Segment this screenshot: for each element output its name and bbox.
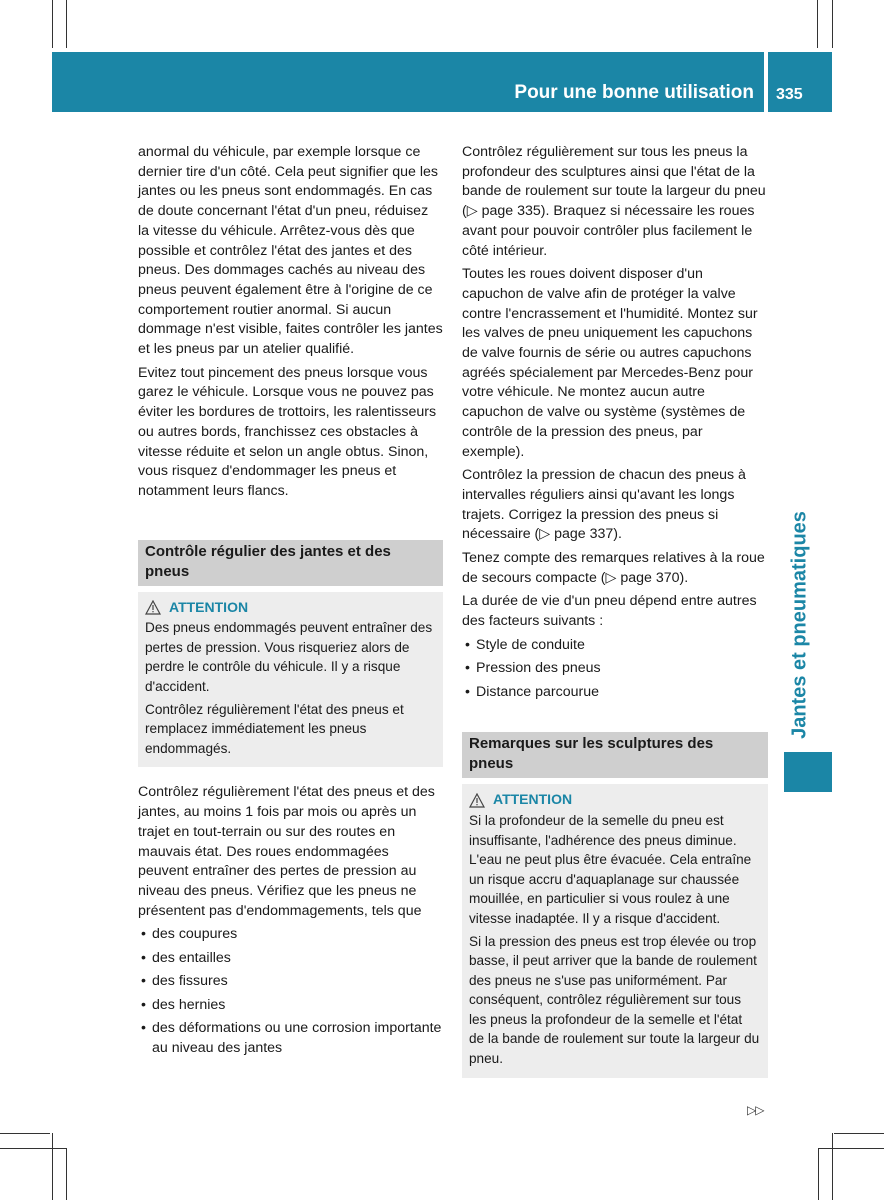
warning-box	[462, 784, 768, 1077]
list-item: • des entailles	[138, 949, 443, 969]
paragraph: anormal du véhicule, par exemple lorsque ce dernier tire d'un côté. Cela peut signifier que les jantes ou les pneus sont endommagés. En cas de doute concernant l'état d'un pneu, réduisez la vitesse du véhicule. Arrêtez-vous dès que possible et contrôlez l'état des jantes et des pneus. Des dommages cachés au niveau des pneus peuvent également être à l'origine de ce comportement routier anormal. Si aucun dommage n'est visible, faites contrôler les jantes et les pneus par un atelier qualifié.	[138, 144, 443, 358]
crop-mark	[818, 1148, 884, 1149]
page-number-box	[768, 52, 832, 112]
warning-title	[145, 598, 436, 618]
crop-mark	[817, 0, 818, 48]
crop-mark	[66, 0, 67, 48]
paragraph: Contrôlez la pression de chacun des pneus à intervalles réguliers ainsi qu'avant les longs trajets. Corrigez la pression des pneus si nécessaire (▷ page 337).	[462, 467, 746, 543]
warning-triangle-icon	[469, 793, 485, 808]
crop-mark	[66, 1148, 67, 1200]
paragraph: Evitez tout pincement des pneus lorsque vous garez le véhicule. Lorsque vous ne pouvez pas éviter les bordures de trottoirs, les ralentisseurs ou autres bords, franchissez ces obstacles à vitesse réduite et selon un angle obtus. Sinon, vous risquez d'endommager les pneus et notamment leurs flancs.	[138, 364, 437, 499]
paragraph: Toutes les roues doivent disposer d'un capuchon de valve afin de protéger la valve contre l'encrassement et l'humidité. Montez sur les valves de pneu uniquement les capuchons de valve fournis de série ou autres capuchons agréés spécialement par Mercedes-Benz pour votre véhicule. Ne montez aucun autre capuchon de valve ou système (systèmes de contrôle de la pression des pneus, par exemple).	[462, 266, 758, 460]
warning-title	[469, 790, 761, 810]
paragraph: Tenez compte des remarques relatives à la roue de secours compacte (▷ page 370).	[462, 550, 765, 586]
list-item: • Style de conduite	[462, 636, 768, 656]
crop-mark	[52, 0, 53, 48]
right-column	[462, 143, 768, 1078]
warning-triangle-icon	[145, 600, 161, 615]
side-tab-marker	[784, 752, 832, 792]
paragraph: Contrôlez régulièrement sur tous les pneus la profondeur des sculptures ainsi que l'état de la bande de roulement sur toute la largeur du pneu (▷ page 335). Braquez si nécessaire les roues avant pour pouvoir contrôler plus facilement le côté intérieur.	[462, 144, 766, 259]
crop-mark	[52, 1133, 53, 1200]
list-item: • Distance parcourue	[462, 683, 768, 703]
warning-box	[138, 592, 443, 768]
bullet-list	[138, 925, 443, 1058]
header-bar	[52, 52, 764, 112]
section-heading: Contrôle régulier des jantes et des pneus	[138, 540, 443, 586]
paragraph: La durée de vie d'un pneu dépend entre autres des facteurs suivants :	[462, 593, 757, 630]
section-heading: Remarques sur les sculptures des pneus	[462, 732, 768, 778]
crop-mark	[0, 1133, 50, 1134]
warning-text: Contrôlez régulièrement l'état des pneus et remplacez immédiatement les pneus endommagés.	[145, 701, 404, 756]
warning-title-text: ATTENTION	[493, 791, 573, 808]
warning-text: Des pneus endommagés peuvent entraîner des pertes de pression. Vous risqueriez alors de perdre le contrôle du véhicule. Il y a risque d'accident.	[145, 620, 433, 695]
page-title: Pour une bonne utilisation	[514, 82, 754, 103]
bullet-list	[462, 636, 768, 702]
crop-mark	[832, 1133, 833, 1200]
continue-marker: ▷▷	[747, 1103, 764, 1117]
paragraph: Contrôlez régulièrement l'état des pneus et des jantes, au moins 1 fois par mois ou après un trajet en tout-terrain ou sur des routes en mauvais état. Des roues endommagées peuvent entraîner des pertes de pression au niveau des pneus. Vérifiez que les pneus ne présentent pas d'endommagements, tels que	[138, 784, 435, 919]
crop-mark	[832, 0, 833, 48]
list-item: • des fissures	[138, 972, 443, 992]
side-tab-label: Jantes et pneumatiques	[788, 511, 811, 739]
list-item: • des hernies	[138, 996, 443, 1016]
crop-mark	[818, 1148, 819, 1200]
side-tab	[780, 500, 820, 750]
page-number: 335	[776, 86, 803, 103]
crop-mark	[0, 1148, 66, 1149]
warning-text: Si la profondeur de la semelle du pneu est insuffisante, l'adhérence des pneus diminue. L'eau ne peut plus être évacuée. Cela entraîne un risque accru d'aquaplanage sur chaussée mouillée, en particulier si vous roulez à une vitesse inadaptée. Il y a risque d'accident.	[469, 812, 752, 926]
warning-text: Si la pression des pneus est trop élevée ou trop basse, il peut arriver que la bande de roulement des pneus ne s'use pas uniformément. Par conséquent, contrôlez régulièrement sur tous les pneus la profondeur de la semelle et l'état de la bande de roulement sur toute la largeur du pneu.	[469, 933, 760, 1067]
list-item: • des déformations ou une corrosion importante au niveau des jantes	[138, 1019, 443, 1058]
left-column	[138, 143, 443, 1062]
crop-mark	[834, 1133, 884, 1134]
list-item: • Pression des pneus	[462, 659, 768, 679]
list-item: • des coupures	[138, 925, 443, 945]
warning-title-text: ATTENTION	[169, 598, 249, 615]
